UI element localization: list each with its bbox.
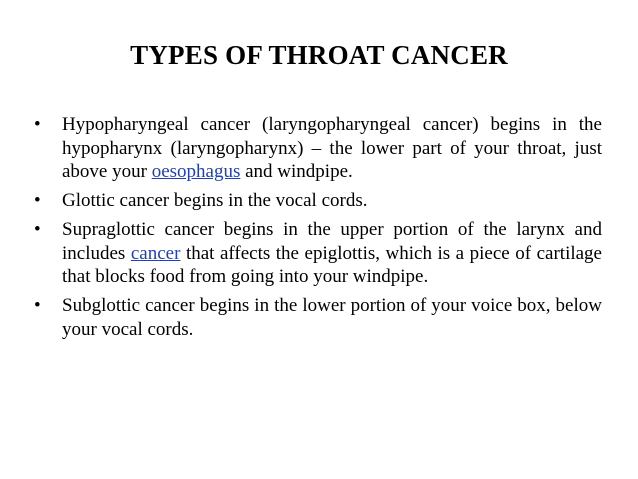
bullet-icon: • (34, 218, 41, 240)
item-text: Subglottic cancer begins in the lower portion of your voice box, below your vocal cords. (62, 294, 602, 340)
list-item-supraglottic (34, 218, 602, 289)
item-text: and windpipe. (240, 161, 353, 183)
item-text: Supraglottic cancer begins in the upper portion of the larynx and includes (62, 218, 602, 264)
item-text: that affects the epiglottis, which is a piece of cartilage that blocks food from going into your windpipe. (62, 242, 602, 288)
item-text: Hypopharyngeal cancer (laryngopharyngeal cancer) begins in the hypopharynx (laryngopharynx) – the lower part of your throat, just above your (62, 114, 602, 183)
list-item-glottic (34, 189, 602, 213)
bullet-list (34, 113, 602, 346)
list-item-hypopharyngeal (34, 113, 602, 184)
oesophagus-link[interactable]: oesophagus (151, 161, 241, 183)
item-text: Glottic cancer begins in the vocal cords. (62, 190, 368, 212)
cancer-link[interactable]: cancer (130, 242, 181, 264)
bullet-icon: • (34, 294, 41, 316)
slide-title: TYPES OF THROAT CANCER (130, 40, 508, 70)
list-item-subglottic (34, 294, 602, 341)
bullet-icon: • (34, 190, 41, 212)
bullet-icon: • (34, 114, 41, 135)
